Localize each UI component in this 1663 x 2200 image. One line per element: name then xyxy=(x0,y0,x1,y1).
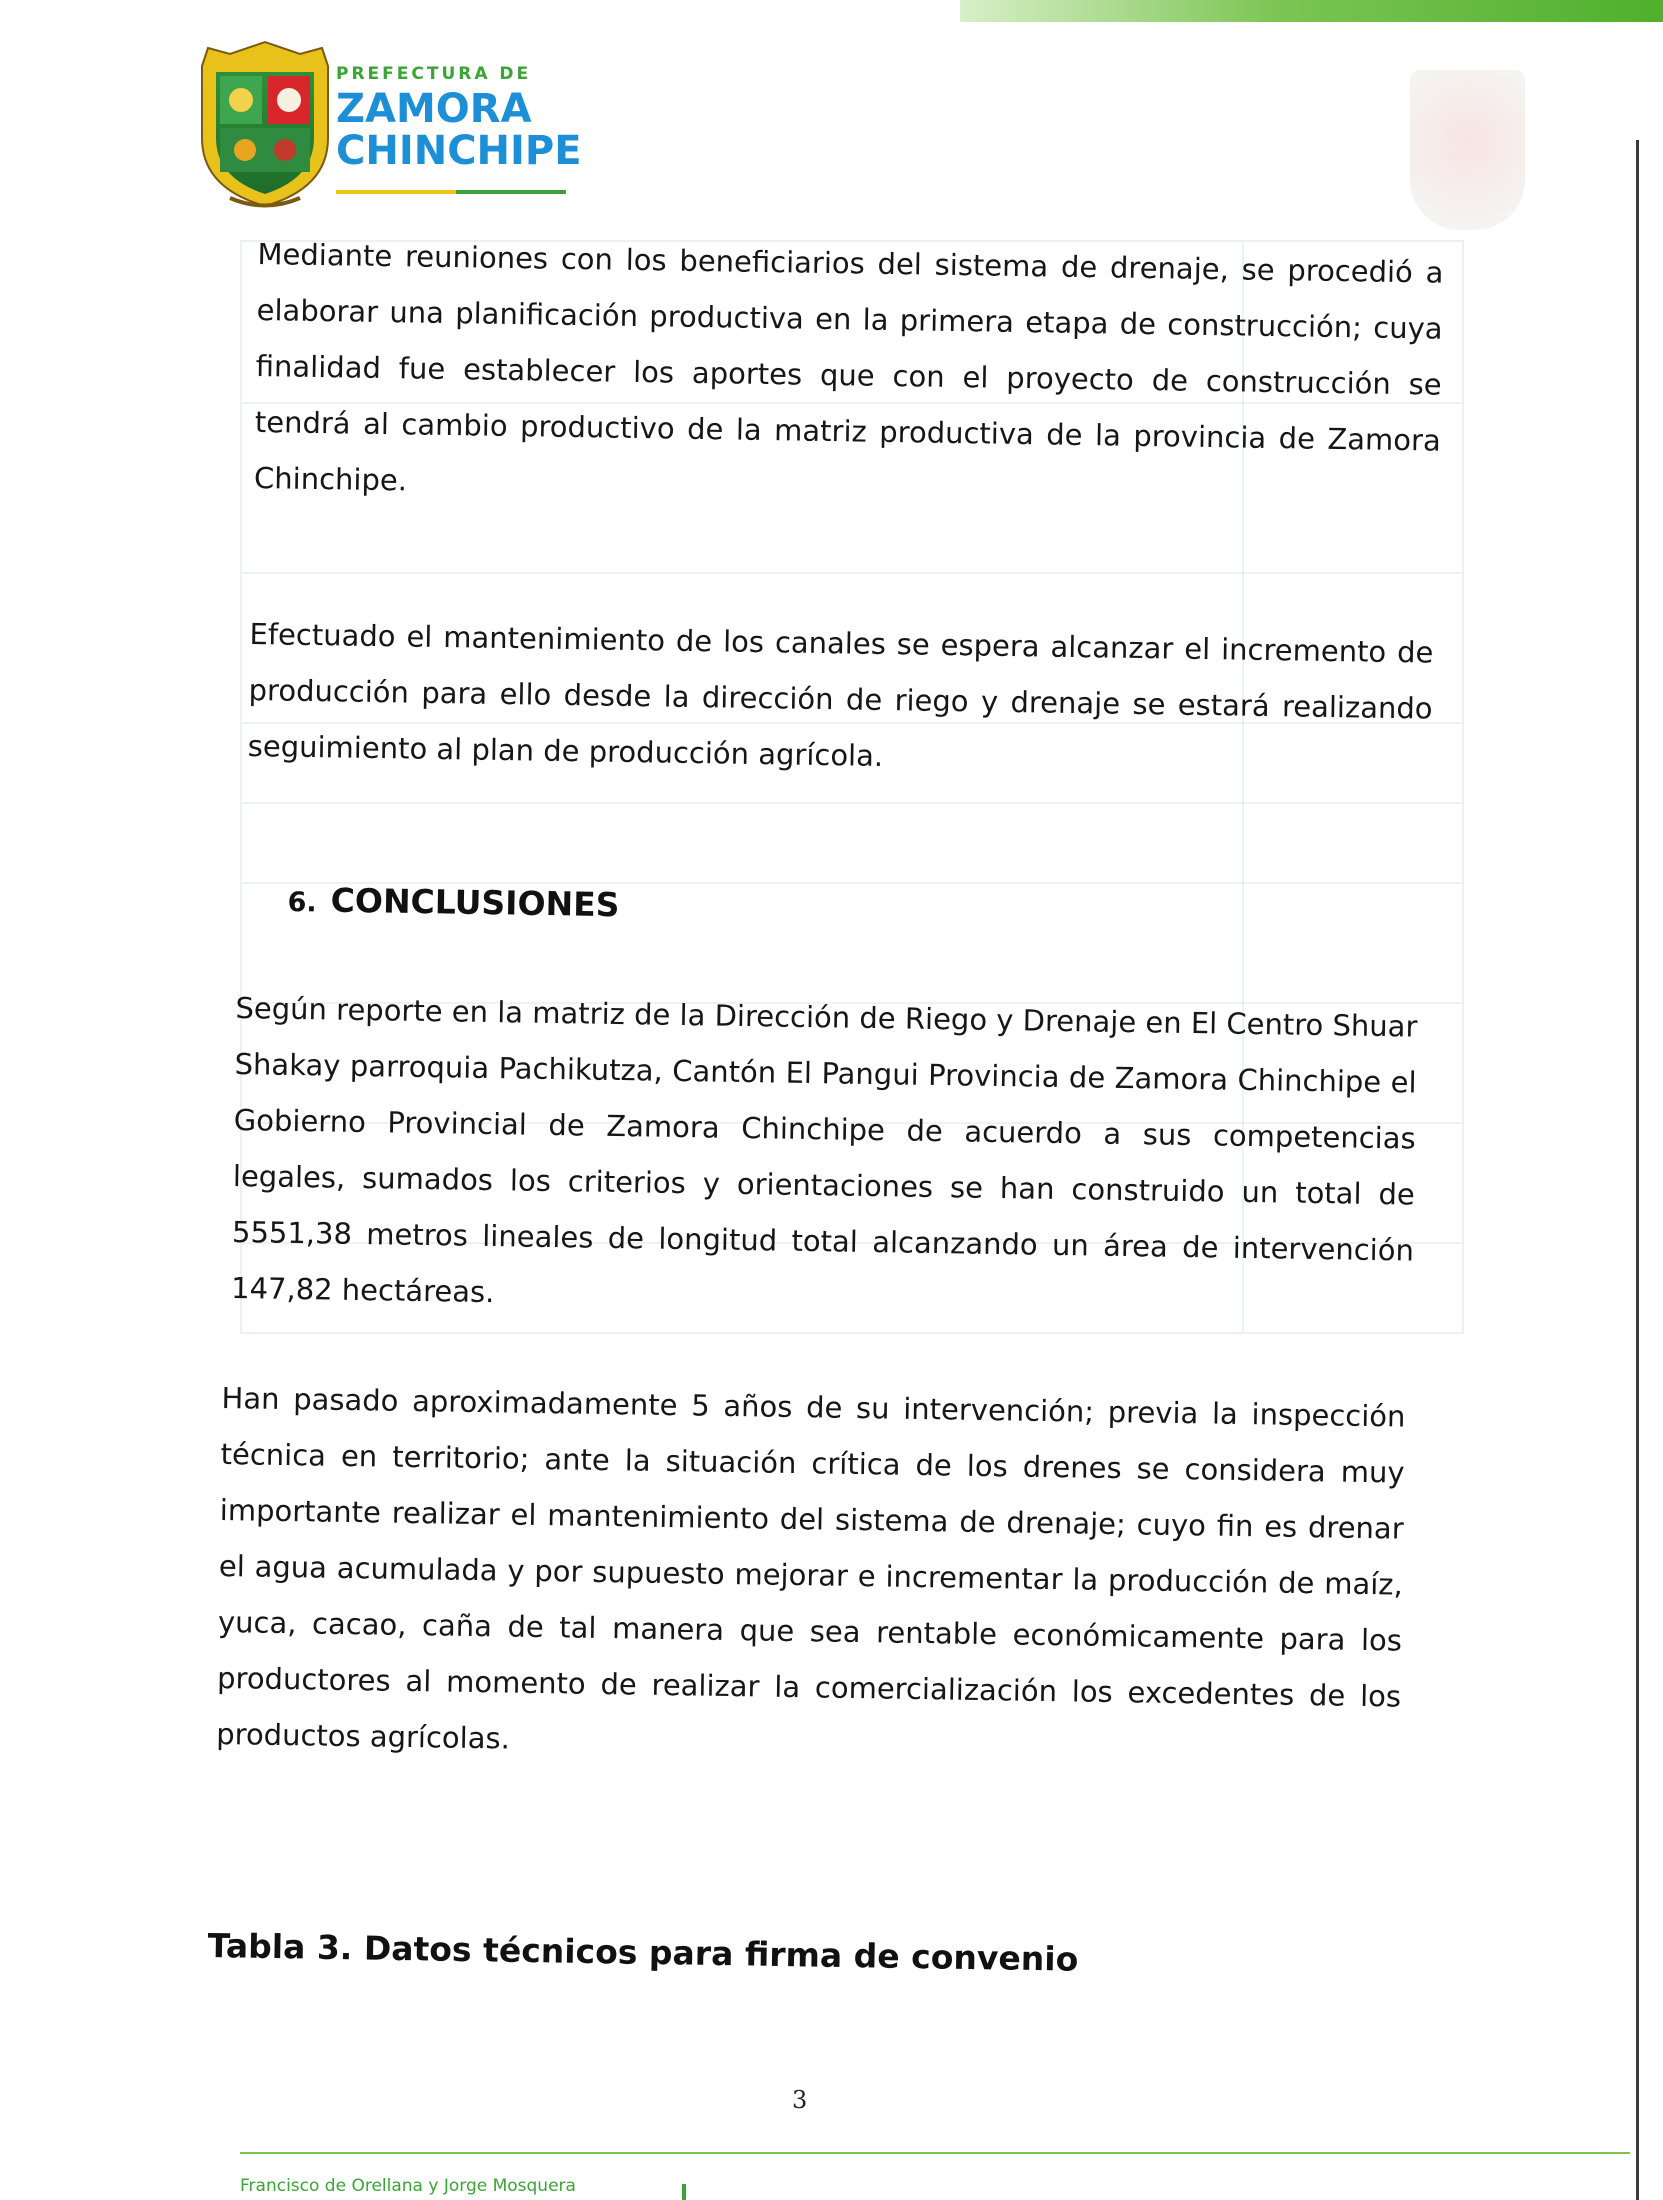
bleed-through-logo xyxy=(1410,70,1525,230)
paragraph-intervention: Han pasado aproximadamente 5 años de su intervención; previa la inspección técnica en territorio; ante la situación crítica de los drenes se considera muy importante realizar el mantenimiento del sistema de drenaje; cuyo fin es drenar el agua acumulada y por supuesto mejorar e incrementar la producción de maíz, yuca, cacao, caña de tal manera que sea rentable económicamente para los productores al momento de realizar la comercialización los excedentes de los productos agrícolas. xyxy=(216,1380,1406,1756)
brand-name-line2: CHINCHIPE xyxy=(336,128,582,174)
brand-name-line1: ZAMORA xyxy=(336,86,532,132)
section-number: 6. xyxy=(287,886,317,919)
section-heading-conclusions xyxy=(287,880,619,924)
coat-of-arms-icon xyxy=(190,38,340,210)
brand-text xyxy=(336,64,596,172)
paragraph-maintenance: Efectuado el mantenimiento de los canales se espera alcanzar el incremento de producción para ello desde la dirección de riego y drenaje se estará realizando seguimiento al plan de producción agrícola. xyxy=(247,616,1434,773)
footer-separator xyxy=(682,2184,686,2200)
footer-divider xyxy=(240,2152,1630,2154)
table-caption: Tabla 3. Datos técnicos para firma de convenio xyxy=(207,1926,1079,1979)
brand-underline-green xyxy=(456,190,566,194)
page-edge-line xyxy=(1636,140,1639,2200)
paragraph-planning: Mediante reuniones con los beneficiarios del sistema de drenaje, se procedió a elaborar una planificación productiva en la primera etapa de construcción; cuya finalidad fue establecer los aportes que con el proyecto de construcción se tendrá al cambio productivo de la matriz productiva de la provincia de Zamora Chinchipe. xyxy=(253,236,1444,498)
footer-address: Francisco de Orellana y Jorge Mosquera xyxy=(240,2176,576,2196)
section-title: CONCLUSIONES xyxy=(330,880,620,925)
paragraph-report: Según reporte en la matriz de la Dirección de Riego y Drenaje en El Centro Shuar Shakay parroquia Pachikutza, Cantón El Pangui Provincia de Zamora Chinchipe el Gobierno Provincial de Zamora Chinchipe de acuerdo a sus competencias legales, sumados los criterios y orientaciones se han construido un total de 5551,38 metros lineales de longitud total alcanzando un área de intervención 147,82 hectáreas. xyxy=(230,990,1418,1310)
prefectura-logo xyxy=(190,38,590,213)
page-number: 3 xyxy=(792,2086,808,2114)
brand-underline-yellow xyxy=(336,190,456,194)
brand-prefix: PREFECTURA DE xyxy=(336,64,532,84)
top-accent-bar xyxy=(960,0,1663,22)
